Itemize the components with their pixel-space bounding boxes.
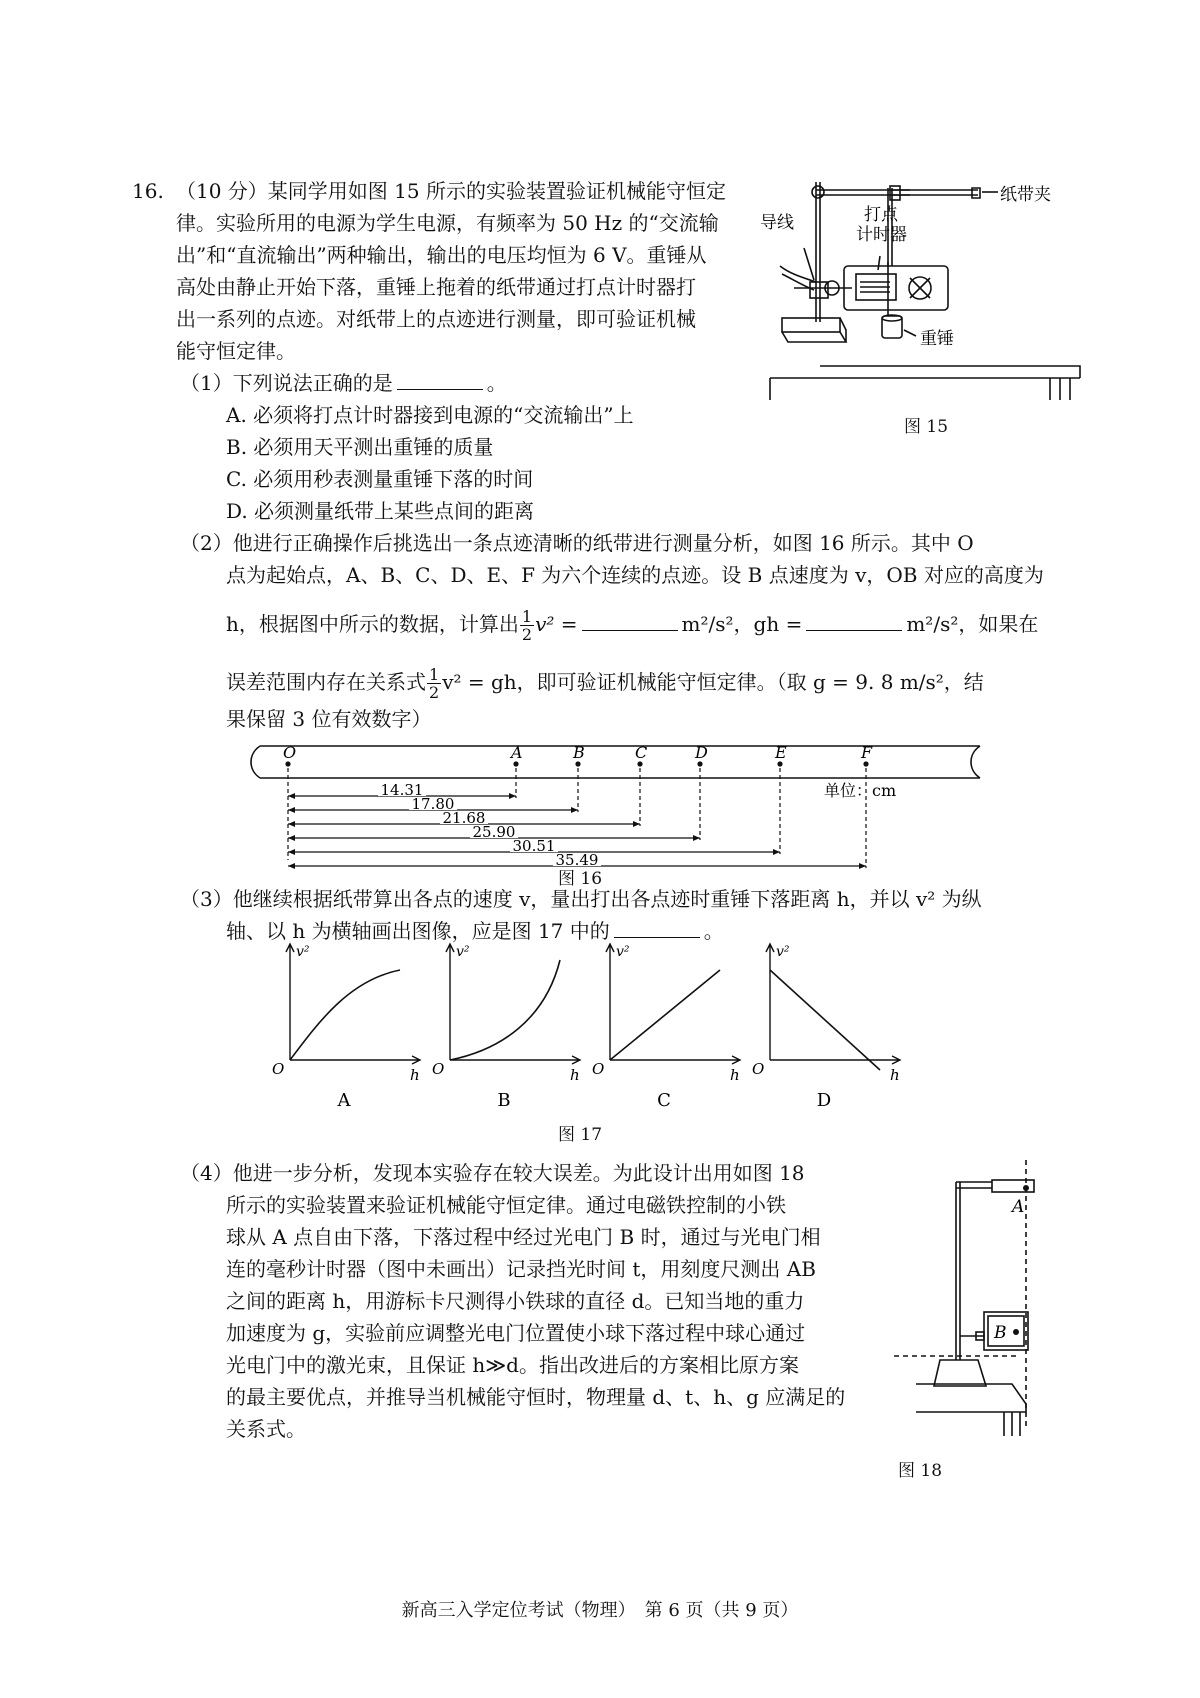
origin-label: O	[752, 1060, 765, 1078]
part4-line-2: 所示的实验装置来验证机械能守恒定律。通过电磁铁控制的小铁	[226, 1193, 786, 1217]
tape-point-label-o: O	[283, 743, 297, 762]
fraction-numerator: 1	[521, 607, 533, 626]
part1-stem	[180, 368, 507, 398]
part2-line-1: （2）他进行正确操作后挑选出一条点迹清晰的纸带进行测量分析，如图 16 所示。其中 O	[180, 531, 974, 555]
tape-point-label-c: C	[635, 743, 648, 762]
laser-point	[1013, 1329, 1019, 1335]
tape-point-label-d: D	[695, 743, 708, 762]
graph-letter: D	[816, 1090, 832, 1111]
arrow-head-left	[288, 835, 295, 841]
tape-point-label-f: F	[861, 743, 873, 762]
label-photogate-b: B	[994, 1323, 1007, 1343]
figure-17-graphs	[260, 940, 900, 1110]
iron-ball	[1023, 1185, 1029, 1191]
tape-dot-e	[777, 761, 782, 766]
distance-label-e: 30.51	[512, 837, 556, 855]
figure-17-caption: 图 17	[557, 1125, 603, 1145]
tape-dot-b	[575, 761, 580, 766]
x-axis-label: h	[570, 1066, 580, 1084]
page-footer: 新高三入学定位考试（物理） 第 6 页（共 9 页）	[401, 1600, 799, 1621]
fraction-half	[520, 608, 534, 643]
y-axis	[446, 944, 454, 1060]
arrow-head-right	[571, 807, 578, 813]
x-axis	[450, 1056, 580, 1064]
option-c: C. 必须用秒表测量重锤下落的时间	[226, 467, 534, 491]
y-axis-label: v²	[456, 944, 470, 960]
tape-dot-d	[697, 761, 702, 766]
intro-line-6: 能守恒定律。	[176, 339, 296, 363]
answer-blank	[582, 612, 678, 631]
tape-dot-a	[513, 761, 518, 766]
figure-16-paper-tape	[240, 742, 1000, 869]
intro-line-4: 高处由静止开始下落，重锤上拖着的纸带通过打点计时器打	[176, 275, 696, 299]
fraction-numerator: 1	[429, 665, 440, 684]
y-axis	[766, 944, 774, 1060]
part4-line-8: 的最主要优点，并推导当机械能守恒时，物理量 d、t、h、g 应满足的	[226, 1385, 846, 1409]
graph-curve	[770, 970, 880, 1070]
answer-blank	[397, 371, 483, 390]
part3-line-1: （3）他继续根据纸带算出各点的速度 v，量出打出各点迹时重锤下落距离 h，并以 v² 为纵	[180, 887, 982, 911]
intro-line-3: 出”和“直流输出”两种输出，输出的电压均恒为 6 V。重锤从	[176, 243, 707, 267]
part2-line-3c: ，gh =	[733, 612, 803, 636]
graph-letter: C	[657, 1090, 671, 1111]
intro-line-5: 出一系列的点迹。对纸带上的点迹进行测量，即可验证机械	[176, 307, 696, 331]
graph-b	[432, 944, 580, 1111]
tape-dot-c	[637, 761, 642, 766]
distance-label-b: 17.80	[411, 795, 455, 813]
unit-label: 单位：cm	[824, 781, 897, 800]
part2-line-2: 点为起始点，A、B、C、D、E、F 为六个连续的点迹。设 B 点速度为 v，OB 对应的高度为	[226, 563, 1044, 587]
fraction-half	[427, 666, 441, 701]
graph-letter: B	[497, 1090, 511, 1111]
arrow-head-left	[288, 821, 295, 827]
graph-curve	[610, 970, 720, 1060]
graph-d	[752, 944, 900, 1111]
label-point-a: A	[1012, 1197, 1025, 1217]
part4-line-3: 球从 A 点自由下落，下落过程中经过光电门 B 时，通过与光电门相	[226, 1225, 821, 1249]
part4-line-5: 之间的距离 h，用游标卡尺测得小铁球的直径 d。已知当地的重力	[226, 1289, 805, 1313]
part4-line-9: 关系式。	[226, 1417, 306, 1441]
y-axis-label: v²	[616, 944, 630, 960]
arrow-head-right	[773, 849, 780, 855]
label-wire: 导线	[760, 213, 794, 233]
x-axis-label: h	[410, 1066, 420, 1084]
arrow-head-right	[859, 863, 866, 869]
part3-line-2a: 轴、以 h 为横轴画出图像，应是图 17 中的	[226, 919, 610, 943]
tape-dot-f	[863, 761, 868, 766]
tape-point-label-a: A	[511, 743, 523, 762]
origin-label: O	[592, 1060, 605, 1078]
part2-line-3	[226, 608, 1038, 643]
figure-15-caption: 图 15	[903, 417, 949, 437]
graph-a	[272, 944, 420, 1111]
y-axis	[286, 944, 294, 1060]
unit-1: m²/s²	[681, 612, 734, 636]
graph-c	[592, 944, 740, 1111]
part1-stem-text: （1）下列说法正确的是	[180, 371, 393, 395]
part2-line-5: 果保留 3 位有效数字）	[226, 707, 432, 731]
question-number: 16.	[132, 179, 164, 203]
tape-dot-o	[285, 761, 290, 766]
part4-line-7: 光电门中的激光束，且保证 h≫d。指出改进后的方案相比原方案	[226, 1353, 799, 1377]
label-timer-1: 打点	[864, 205, 898, 225]
intro-line-2: 律。实验所用的电源为学生电源，有频率为 50 Hz 的“交流输	[176, 211, 719, 235]
option-b: B. 必须用天平测出重锤的质量	[226, 435, 494, 459]
y-axis	[606, 944, 614, 1060]
part4-line-6: 加速度为 g，实验前应调整光电门位置使小球下落过程中球心通过	[226, 1321, 806, 1345]
answer-blank	[806, 612, 902, 631]
graph-curve	[450, 960, 560, 1060]
origin-label: O	[272, 1060, 285, 1078]
arrow-head-left	[288, 793, 295, 799]
y-axis-label: v²	[776, 944, 790, 960]
arrow-head-right	[693, 835, 700, 841]
figure-18-caption: 图 18	[897, 1461, 943, 1481]
part2-line-4b: v² = gh，即可验证机械能守恒定律。（取 g = 9. 8 m/s²，结	[442, 670, 984, 694]
arrow-head-left	[288, 807, 295, 813]
option-d: D. 必须测量纸带上某些点间的距离	[226, 499, 535, 523]
x-axis	[610, 1056, 740, 1064]
y-axis-label: v²	[296, 944, 310, 960]
distance-label-a: 14.31	[380, 781, 424, 799]
part2-line-4a: 误差范围内存在关系式	[226, 670, 426, 694]
distance-label-f: 35.49	[555, 851, 599, 869]
x-axis-label: h	[730, 1066, 740, 1084]
graph-letter: A	[337, 1090, 351, 1111]
x-axis	[290, 1056, 420, 1064]
part2-line-3d: ，如果在	[958, 612, 1039, 636]
x-axis	[770, 1056, 900, 1064]
figure-15-apparatus	[760, 170, 1090, 400]
distance-label-d: 25.90	[472, 823, 516, 841]
fraction-denominator: 2	[521, 625, 533, 644]
label-timer-2: 计时器	[856, 225, 907, 245]
intro-line-1: （10 分）某同学用如图 15 所示的实验装置验证机械能守恒定	[176, 179, 726, 203]
unit-2: m²/s²	[906, 612, 959, 636]
tape-point-label-b: B	[573, 743, 585, 762]
arrow-head-right	[509, 793, 516, 799]
label-weight: 重锤	[920, 329, 954, 349]
part1-stem-end: 。	[486, 371, 507, 395]
graph-curve	[290, 970, 400, 1060]
figure-18-apparatus	[916, 1160, 1036, 1490]
arrow-head-left	[288, 863, 295, 869]
option-a: A. 必须将打点计时器接到电源的“交流输出”上	[226, 403, 634, 427]
label-paper-clip: 纸带夹	[1000, 185, 1051, 205]
distance-label-c: 21.68	[442, 809, 486, 827]
arrow-head-right	[633, 821, 640, 827]
part4-line-1: （4）他进一步分析，发现本实验存在较大误差。为此设计出用如图 18	[180, 1161, 805, 1185]
part2-line-3a: h，根据图中所示的数据，计算出	[226, 612, 519, 636]
fraction-denominator: 2	[429, 683, 440, 702]
answer-blank	[614, 919, 700, 938]
origin-label: O	[432, 1060, 445, 1078]
part4-line-4: 连的毫秒计时器（图中未画出）记录挡光时间 t，用刻度尺测出 AB	[226, 1257, 816, 1281]
part3-line-2b: 。	[703, 919, 724, 943]
x-axis-label: h	[890, 1066, 900, 1084]
part2-line-4	[226, 666, 984, 701]
arrow-head-left	[288, 849, 295, 855]
tape-point-label-e: E	[775, 743, 787, 762]
part2-line-3b: v² =	[535, 612, 578, 636]
figure-16-caption: 图 16	[557, 869, 603, 889]
